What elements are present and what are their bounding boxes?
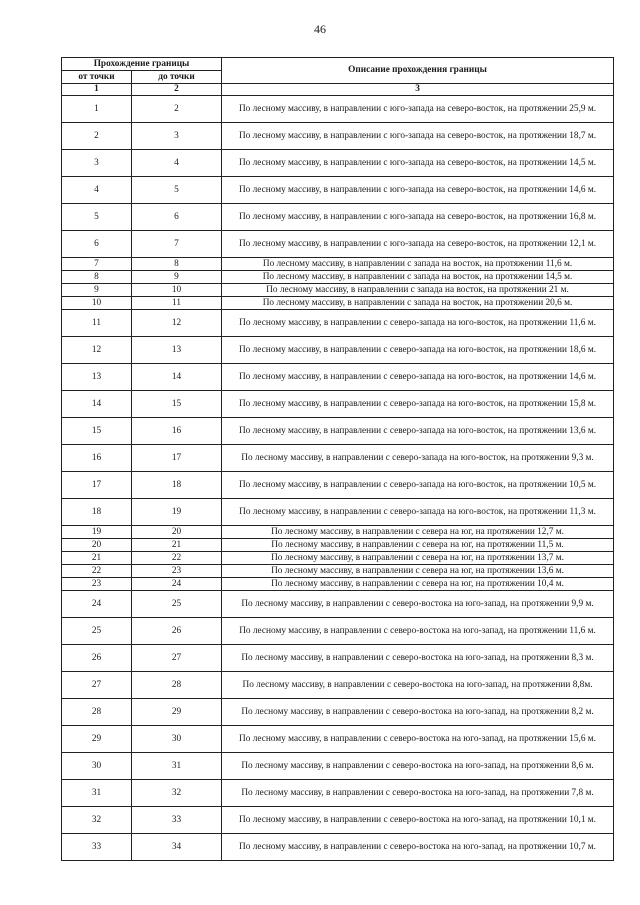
from-point-cell: 10	[62, 297, 132, 310]
to-point-cell: 26	[132, 618, 222, 645]
table-row	[62, 645, 614, 672]
header-from-point: от точки	[62, 71, 132, 84]
table-row	[62, 150, 614, 177]
to-point-cell: 22	[132, 552, 222, 565]
description-cell: По лесному массиву, в направлении с севера на юг, на протяжении 13,7 м.	[222, 552, 614, 565]
description-cell: По лесному массиву, в направлении с северо-запада на юго-восток, на протяжении 11,3 м.	[222, 499, 614, 526]
description-cell: По лесному массиву, в направлении с северо-востока на юго-запад, на протяжении 8,3 м.	[222, 645, 614, 672]
to-point-cell: 8	[132, 258, 222, 271]
from-point-cell: 1	[62, 96, 132, 123]
table-row	[62, 231, 614, 258]
to-point-cell: 29	[132, 699, 222, 726]
to-point-cell: 25	[132, 591, 222, 618]
from-point-cell: 9	[62, 284, 132, 297]
table-row	[62, 618, 614, 645]
description-cell: По лесному массиву, в направлении с северо-востока на юго-запад, на протяжении 10,1 м.	[222, 807, 614, 834]
table-row	[62, 753, 614, 780]
to-point-cell: 18	[132, 472, 222, 499]
boundary-table	[61, 57, 614, 861]
description-cell: По лесному массиву, в направлении с северо-запада на юго-восток, на протяжении 10,5 м.	[222, 472, 614, 499]
table-row	[62, 284, 614, 297]
to-point-cell: 32	[132, 780, 222, 807]
header-to-point: до точки	[132, 71, 222, 84]
description-cell: По лесному массиву, в направлении с северо-запада на юго-восток, на протяжении 14,6 м.	[222, 364, 614, 391]
to-point-cell: 4	[132, 150, 222, 177]
to-point-cell: 19	[132, 499, 222, 526]
from-point-cell: 4	[62, 177, 132, 204]
to-point-cell: 3	[132, 123, 222, 150]
table-row	[62, 834, 614, 861]
to-point-cell: 2	[132, 96, 222, 123]
from-point-cell: 14	[62, 391, 132, 418]
to-point-cell: 34	[132, 834, 222, 861]
description-cell: По лесному массиву, в направлении с северо-востока на юго-запад, на протяжении 11,6 м.	[222, 618, 614, 645]
from-point-cell: 3	[62, 150, 132, 177]
table-row	[62, 578, 614, 591]
to-point-cell: 13	[132, 337, 222, 364]
column-number-1: 1	[62, 84, 132, 96]
to-point-cell: 31	[132, 753, 222, 780]
from-point-cell: 12	[62, 337, 132, 364]
from-point-cell: 22	[62, 565, 132, 578]
to-point-cell: 6	[132, 204, 222, 231]
table-header	[62, 58, 614, 96]
description-cell: По лесному массиву, в направлении с северо-запада на юго-восток, на протяжении 18,6 м.	[222, 337, 614, 364]
table-row	[62, 526, 614, 539]
table-row	[62, 539, 614, 552]
table-body	[62, 96, 614, 861]
to-point-cell: 10	[132, 284, 222, 297]
from-point-cell: 21	[62, 552, 132, 565]
description-cell: По лесному массиву, в направлении с севера на юг, на протяжении 13,6 м.	[222, 565, 614, 578]
description-cell: По лесному массиву, в направлении с юго-запада на северо-восток, на протяжении 18,7 м.	[222, 123, 614, 150]
table-row	[62, 565, 614, 578]
from-point-cell: 18	[62, 499, 132, 526]
table-row	[62, 672, 614, 699]
from-point-cell: 25	[62, 618, 132, 645]
table-row	[62, 310, 614, 337]
description-cell: По лесному массиву, в направлении с севера на юг, на протяжении 11,5 м.	[222, 539, 614, 552]
table-row	[62, 418, 614, 445]
from-point-cell: 5	[62, 204, 132, 231]
from-point-cell: 30	[62, 753, 132, 780]
to-point-cell: 30	[132, 726, 222, 753]
from-point-cell: 23	[62, 578, 132, 591]
from-point-cell: 28	[62, 699, 132, 726]
table-row	[62, 337, 614, 364]
to-point-cell: 17	[132, 445, 222, 472]
description-cell: По лесному массиву, в направлении с северо-востока на юго-запад, на протяжении 7,8 м.	[222, 780, 614, 807]
table-row	[62, 96, 614, 123]
to-point-cell: 5	[132, 177, 222, 204]
description-cell: По лесному массиву, в направлении с северо-востока на юго-запад, на протяжении 10,7 м.	[222, 834, 614, 861]
to-point-cell: 24	[132, 578, 222, 591]
description-cell: По лесному массиву, в направлении с северо-запада на юго-восток, на протяжении 15,8 м.	[222, 391, 614, 418]
to-point-cell: 12	[132, 310, 222, 337]
from-point-cell: 16	[62, 445, 132, 472]
table-row	[62, 699, 614, 726]
table-row	[62, 177, 614, 204]
table-row	[62, 552, 614, 565]
table-row	[62, 364, 614, 391]
table-row	[62, 123, 614, 150]
description-cell: По лесному массиву, в направлении с запада на восток, на протяжении 14,5 м.	[222, 271, 614, 284]
from-point-cell: 2	[62, 123, 132, 150]
from-point-cell: 15	[62, 418, 132, 445]
from-point-cell: 24	[62, 591, 132, 618]
description-cell: По лесному массиву, в направлении с северо-востока на юго-запад, на протяжении 8,2 м.	[222, 699, 614, 726]
from-point-cell: 11	[62, 310, 132, 337]
to-point-cell: 21	[132, 539, 222, 552]
table-row	[62, 297, 614, 310]
from-point-cell: 7	[62, 258, 132, 271]
description-cell: По лесному массиву, в направлении с юго-запада на северо-восток, на протяжении 16,8 м.	[222, 204, 614, 231]
from-point-cell: 27	[62, 672, 132, 699]
table-row	[62, 445, 614, 472]
description-cell: По лесному массиву, в направлении с запада на восток, на протяжении 21 м.	[222, 284, 614, 297]
table-row	[62, 591, 614, 618]
table-row	[62, 726, 614, 753]
table-row	[62, 271, 614, 284]
to-point-cell: 7	[132, 231, 222, 258]
description-cell: По лесному массиву, в направлении с северо-востока на юго-запад, на протяжении 8,8м.	[222, 672, 614, 699]
header-description: Описание прохождения границы	[222, 58, 614, 84]
table-row	[62, 499, 614, 526]
from-point-cell: 32	[62, 807, 132, 834]
from-point-cell: 17	[62, 472, 132, 499]
table-row	[62, 204, 614, 231]
to-point-cell: 20	[132, 526, 222, 539]
from-point-cell: 26	[62, 645, 132, 672]
description-cell: По лесному массиву, в направлении с северо-востока на юго-запад, на протяжении 8,6 м.	[222, 753, 614, 780]
description-cell: По лесному массиву, в направлении с запада на восток, на протяжении 20,6 м.	[222, 297, 614, 310]
description-cell: По лесному массиву, в направлении с юго-запада на северо-восток, на протяжении 12,1 м.	[222, 231, 614, 258]
description-cell: По лесному массиву, в направлении с северо-запада на юго-восток, на протяжении 9,3 м.	[222, 445, 614, 472]
description-cell: По лесному массиву, в направлении с юго-запада на северо-восток, на протяжении 25,9 м.	[222, 96, 614, 123]
table-row	[62, 472, 614, 499]
from-point-cell: 33	[62, 834, 132, 861]
to-point-cell: 15	[132, 391, 222, 418]
to-point-cell: 14	[132, 364, 222, 391]
header-boundary-passage: Прохождение границы	[62, 58, 222, 71]
from-point-cell: 20	[62, 539, 132, 552]
to-point-cell: 16	[132, 418, 222, 445]
description-cell: По лесному массиву, в направлении с северо-запада на юго-восток, на протяжении 13,6 м.	[222, 418, 614, 445]
description-cell: По лесному массиву, в направлении с северо-востока на юго-запад, на протяжении 15,6 м.	[222, 726, 614, 753]
description-cell: По лесному массиву, в направлении с юго-запада на северо-восток, на протяжении 14,5 м.	[222, 150, 614, 177]
to-point-cell: 33	[132, 807, 222, 834]
to-point-cell: 27	[132, 645, 222, 672]
column-number-3: 3	[222, 84, 614, 96]
description-cell: По лесному массиву, в направлении с запада на восток, на протяжении 11,6 м.	[222, 258, 614, 271]
table-row	[62, 780, 614, 807]
table-row	[62, 258, 614, 271]
from-point-cell: 6	[62, 231, 132, 258]
description-cell: По лесному массиву, в направлении с юго-запада на северо-восток, на протяжении 14,6 м.	[222, 177, 614, 204]
from-point-cell: 29	[62, 726, 132, 753]
from-point-cell: 8	[62, 271, 132, 284]
description-cell: По лесному массиву, в направлении с северо-востока на юго-запад, на протяжении 9,9 м.	[222, 591, 614, 618]
description-cell: По лесному массиву, в направлении с севера на юг, на протяжении 10,4 м.	[222, 578, 614, 591]
column-number-2: 2	[132, 84, 222, 96]
table-row	[62, 391, 614, 418]
to-point-cell: 9	[132, 271, 222, 284]
page-number: 46	[314, 22, 326, 36]
to-point-cell: 11	[132, 297, 222, 310]
description-cell: По лесному массиву, в направлении с северо-запада на юго-восток, на протяжении 11,6 м.	[222, 310, 614, 337]
table-row	[62, 807, 614, 834]
to-point-cell: 23	[132, 565, 222, 578]
description-cell: По лесному массиву, в направлении с севера на юг, на протяжении 12,7 м.	[222, 526, 614, 539]
from-point-cell: 13	[62, 364, 132, 391]
from-point-cell: 31	[62, 780, 132, 807]
to-point-cell: 28	[132, 672, 222, 699]
from-point-cell: 19	[62, 526, 132, 539]
